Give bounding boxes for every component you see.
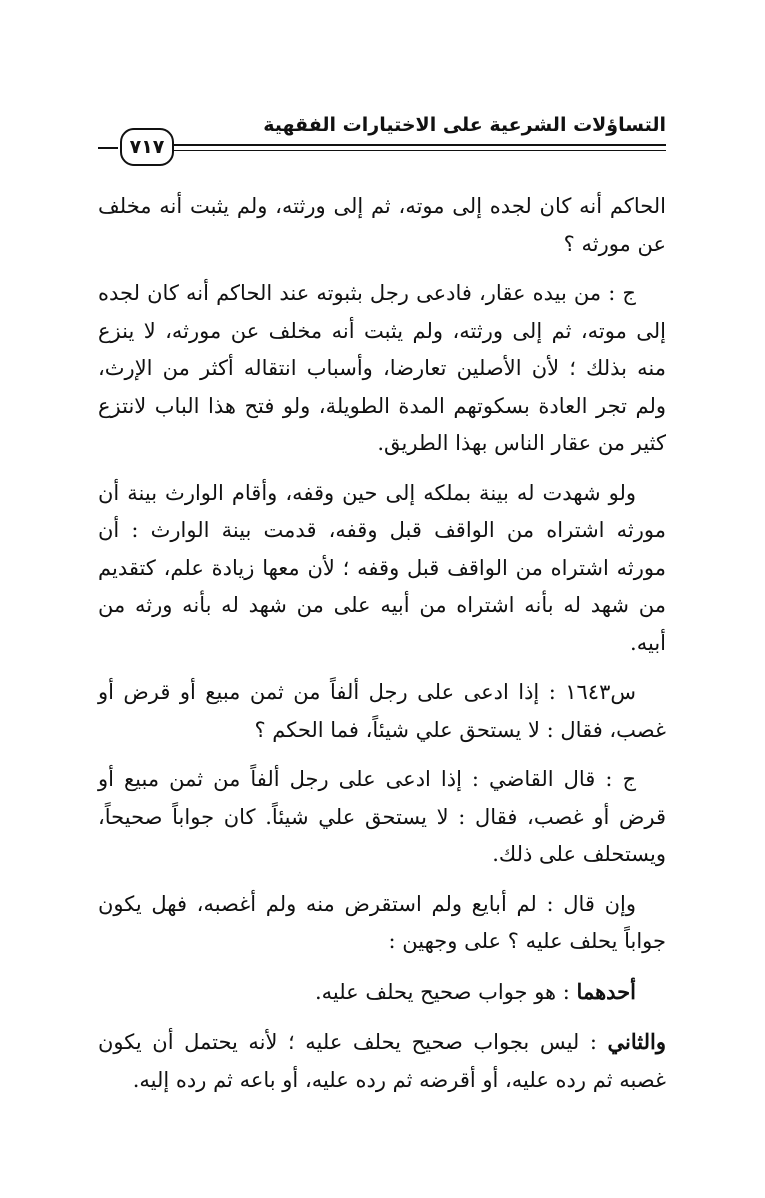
paragraph-question-1643	[98, 674, 666, 749]
paragraph-first-view	[98, 973, 666, 1012]
header-rule-left	[98, 147, 118, 149]
paragraph-second-view	[98, 1023, 666, 1099]
page-number: ٧١٧	[120, 128, 174, 166]
paragraph-waqf	[98, 475, 666, 663]
header-rule-bottom	[166, 150, 666, 151]
page-header	[98, 106, 666, 176]
paragraph-text: : هو جواب صحيح يحلف عليه.	[314, 979, 577, 1004]
running-title: التساؤلات الشرعية على الاختيارات الفقهية	[263, 114, 666, 136]
page-body	[98, 188, 666, 1111]
paragraph-text: س١٦٤٣ : إذا ادعى على رجل ألفاً من ثمن مبيع أو قرض أو غصب، فقال : لا يستحق علي شيئاً، فما الحكم ؟	[98, 680, 666, 742]
paragraph-text: ج : من بيده عقار، فادعى رجل بثبوته عند الحاكم أنه كان لجده إلى موته، ثم إلى ورثته، ولم يثبت أنه مخلف عن مورثه، لا ينزع منه بذلك ؛ لأن الأصلين تعارضا، وأسباب انتقاله أكثر من الإرث، ولم تجر العادة بسكوتهم المدة الطويلة، ولو فتح هذا الباب لانتزع كثير من عقار الناس بهذا الطريق.	[98, 281, 666, 455]
paragraph-text: ج : قال القاضي : إذا ادعى على رجل ألفاً من ثمن مبيع أو قرض أو غصب، فقال : لا يستحق علي شيئاً. كان جواباً صحيحاً، ويستحلف على ذلك.	[98, 767, 666, 866]
paragraph-lead: أحدهما	[576, 978, 636, 1004]
paragraph-text: : ليس بجواب صحيح يحلف عليه ؛ لأنه يحتمل أن يكون غصبه ثم رده عليه، أو أقرضه ثم رده عليه، أو باعه ثم رده إليه.	[98, 1030, 666, 1092]
paragraph-two-views	[98, 886, 666, 961]
paragraph-text: الحاكم أنه كان لجده إلى موته، ثم إلى ورثته، ولم يثبت أنه مخلف عن مورثه ؟	[98, 194, 666, 256]
paragraph-lead: والثاني	[607, 1029, 666, 1054]
paragraph-text: وإن قال : لم أبايع ولم استقرض منه ولم أغصبه، فهل يكون جواباً يحلف عليه ؟ على وجهين :	[98, 891, 666, 953]
paragraph-answer-1642	[98, 275, 666, 463]
paragraph-answer-1643	[98, 761, 666, 874]
paragraph-continuation	[98, 188, 666, 263]
header-rule-top	[166, 144, 666, 146]
paragraph-text: ولو شهدت له بينة بملكه إلى حين وقفه، وأقام الوارث بينة أن مورثه اشتراه من الواقف قبل وقفه، قدمت بينة الوارث : أن مورثه اشتراه من الواقف قبل وقفه ؛ لأن معها زيادة علم، كتقديم من شهد له بأنه اشتراه من أبيه على من شهد له بأنه ورثه من أبيه.	[98, 480, 666, 655]
